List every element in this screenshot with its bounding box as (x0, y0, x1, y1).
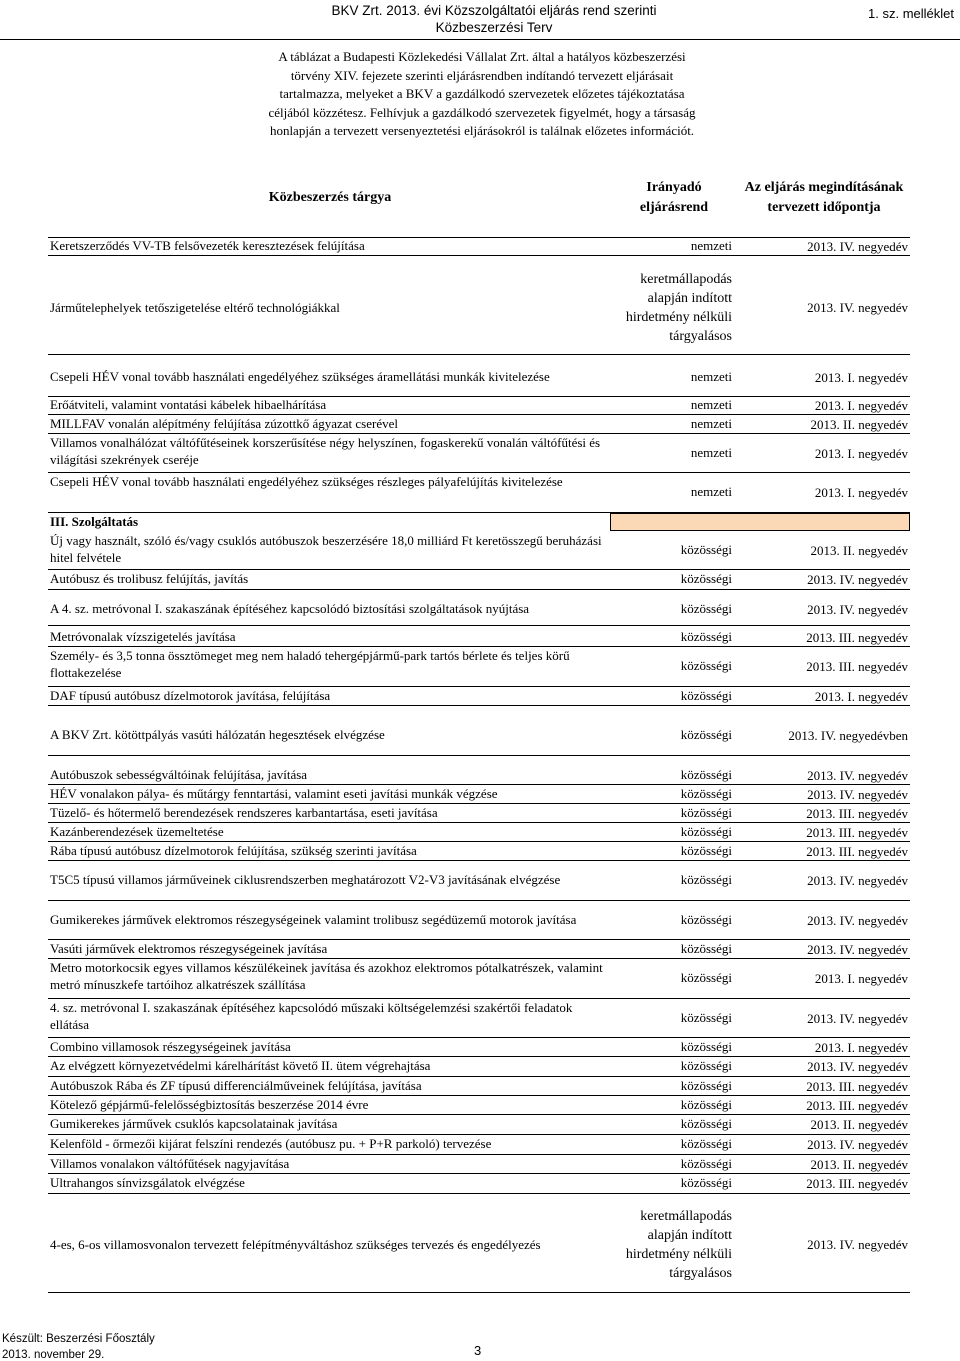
row-procedure: közösségi (680, 1116, 732, 1131)
row-date: 2013. I. negyedév (814, 445, 908, 461)
row-procedure: közösségi (680, 601, 732, 616)
row-date: 2013. IV. negyedévben (788, 728, 908, 743)
row-subject: Metro motorkocsik egyes villamos készülékeinek javítása és azokhoz elektromos pótalkatrészek, valamint metró mínuszkefe tartóihoz alkatrészek szállítása (50, 960, 603, 992)
row-subject: MILLFAV vonalán alépítmény felújítása zúzottkő ágyazat cserével (50, 415, 398, 431)
document-title (314, 2, 674, 36)
row-subject: Csepeli HÉV vonal tovább használati engedélyéhez szükséges áramellátási munkák kivitelezése (50, 369, 550, 384)
footer-prepared: Készült: Beszerzési Főosztály (2, 1333, 155, 1345)
row-procedure: közösségi (680, 1058, 732, 1073)
row-divider (48, 1134, 910, 1135)
row-date: 2013. IV. negyedév (807, 602, 908, 617)
row-procedure: közösségi (680, 628, 732, 644)
row-subject: Keretszerződés VV-TB felsővezeték keresztezések felújítása (50, 238, 365, 253)
row-subject: Villamos vonalhálózat váltófűtéseinek korszerűsítése négy helyszínen, fogaskerekű vonalán váltófűtési és világítási szekrények cseréje (50, 435, 601, 467)
row-subject: Tüzelő- és hőtermelő berendezések rendszeres karbantartása, eseti javítása (50, 804, 438, 820)
row-date: 2013. III. negyedév (806, 1078, 908, 1094)
row-date: 2013. I. negyedév (814, 485, 908, 500)
row-procedure: közösségi (680, 727, 732, 742)
row-date: 2013. II. negyedév (810, 1156, 908, 1172)
row-procedure: közösségi (680, 687, 732, 703)
row-procedure: közösségi (680, 785, 732, 801)
row-subject: 4-es, 6-os villamosvonalon tervezett felépítményváltáshoz szükséges tervezés és engedélyezés (50, 1237, 541, 1252)
row-procedure: közösségi (680, 940, 732, 956)
section-heading-fill (610, 513, 910, 531)
row-subject: Villamos vonalakon váltófűtések nagyjavítása (50, 1155, 290, 1171)
row-divider (48, 1292, 910, 1293)
header-divider (0, 39, 960, 40)
row-procedure: közösségi (680, 542, 732, 557)
row-procedure: közösségi (680, 1038, 732, 1054)
row-date: 2013. III. negyedév (806, 805, 908, 821)
row-procedure: közösségi (680, 1009, 732, 1025)
row-procedure: közösségi (680, 766, 732, 782)
row-procedure: közösségi (680, 1096, 732, 1112)
row-date: 2013. IV. negyedév (807, 1237, 908, 1252)
document-title-line1: BKV Zrt. 2013. évi Közszolgáltatói eljárás rend szerinti (331, 3, 657, 18)
row-procedure: nemzeti (690, 369, 732, 384)
row-divider (48, 589, 910, 590)
row-date: 2013. IV. negyedév (807, 572, 908, 587)
row-procedure: közösségi (680, 970, 732, 985)
row-date: 2013. I. negyedév (814, 688, 908, 704)
row-subject: Metróvonalak vízszigetelés javítása (50, 628, 236, 644)
row-subject: Autóbuszok sebességváltóinak felújítása, javítása (50, 766, 308, 782)
row-procedure: nemzeti (690, 397, 732, 412)
row-divider (48, 569, 910, 570)
row-subject: Ultrahangos sínvizsgálatok elvégzése (50, 1175, 245, 1190)
row-subject: Rába típusú autóbusz dízelmotorok felújítása, szükség szerinti javítása (50, 842, 417, 858)
row-date: 2013. III. negyedév (806, 824, 908, 840)
row-procedure: közösségi (680, 1136, 732, 1151)
row-date: 2013. I. negyedév (814, 971, 908, 986)
footer-date: 2013. november 29. (2, 1349, 105, 1361)
section-heading: III. Szolgáltatás (50, 514, 139, 529)
row-procedure: közösségi (680, 571, 732, 586)
row-procedure: közösségi (680, 911, 732, 927)
row-subject: A 4. sz. metróvonal I. szakaszának építéséhez kapcsolódó biztosítási szolgáltatások nyújtása (50, 601, 530, 616)
row-date: 2013. IV. negyedév (807, 1137, 908, 1152)
row-procedure: nemzeti (690, 444, 732, 460)
page-number: 3 (474, 1343, 482, 1358)
row-divider (48, 354, 910, 355)
row-subject: A BKV Zrt. kötöttpályás vasúti hálózatán hegesztések elvégzése (50, 727, 385, 742)
row-procedure: nemzeti (690, 238, 732, 253)
row-subject: 4. sz. metróvonal I. szakaszának építéséhez kapcsolódó műszaki költségelemzési szakértői feladatok ellátása (50, 1000, 573, 1032)
row-date: 2013. IV. negyedév (807, 767, 908, 783)
document-title-line2: Közbeszerzési Terv (435, 20, 553, 35)
row-divider (48, 1193, 910, 1194)
row-subject: DAF típusú autóbusz dízelmotorok javítása, felújítása (50, 687, 331, 703)
row-divider (48, 646, 910, 647)
row-subject: Személy- és 3,5 tonna össztömeget meg nem haladó tehergépjármű-park tartós bérlete és teljes körű flottakezelése (50, 648, 570, 680)
row-subject: Kelenföld - őrmezői kijárat felszíni rendezés (autóbusz pu. + P+R parkoló) tervezése (50, 1136, 492, 1151)
row-date: 2013. II. negyedév (810, 416, 908, 432)
row-procedure: nemzeti (690, 415, 732, 431)
row-date: 2013. II. negyedév (810, 1117, 908, 1132)
row-procedure: közösségi (680, 804, 732, 820)
column-header-date: Az eljárás megindításának tervezett időpontja (744, 180, 904, 215)
row-procedure: közösségi (680, 1077, 732, 1093)
row-divider (48, 755, 910, 756)
row-date: 2013. IV. negyedév (807, 786, 908, 802)
row-procedure: közösségi (680, 1155, 732, 1171)
row-date: 2013. IV. negyedév (807, 1010, 908, 1026)
row-subject: Vasúti járművek elektromos részegységeinek javítása (50, 940, 328, 956)
row-date: 2013. IV. negyedév (807, 300, 908, 315)
row-subject: Gumikerekes járművek csuklós kapcsolatainak javítása (50, 1116, 338, 1131)
row-subject: Combino villamosok részegységeinek javítása (50, 1038, 291, 1054)
row-subject: Csepeli HÉV vonal tovább használati engedélyéhez szükséges részleges pályafelújítás kivitelezése (50, 474, 563, 489)
row-date: 2013. IV. negyedév (807, 912, 908, 928)
row-divider (48, 255, 910, 256)
row-date: 2013. III. negyedév (806, 1176, 908, 1191)
row-date: 2013. II. negyedév (810, 543, 908, 558)
row-date: 2013. I. negyedév (814, 1039, 908, 1055)
row-subject: Az elvégzett környezetvédelmi kárelhárítást követő II. ütem végrehajtása (50, 1058, 431, 1073)
row-procedure: közösségi (680, 823, 732, 839)
row-subject: Új vagy használt, szóló és/vagy csuklós autóbuszok beszerzésére 18,0 milliárd Ft keretösszegű beruházási hitel felvétele (50, 533, 602, 565)
row-subject: Erőátviteli, valamint vontatási kábelek hibaelhárítása (50, 397, 327, 412)
row-procedure: keretmállapodás alapján indított hirdetmény nélküli tárgyalásos (625, 1209, 732, 1281)
row-date: 2013. IV. negyedév (807, 1059, 908, 1074)
row-subject: Autóbusz és trolibusz felújítás, javítás (50, 571, 249, 586)
row-procedure: közösségi (680, 842, 732, 858)
row-date: 2013. I. negyedév (814, 370, 908, 385)
row-date: 2013. IV. negyedév (807, 873, 908, 888)
row-subject: Gumikerekes járművek elektromos részegységeinek valamint trolibusz segédüzemű motorok javítása (50, 911, 577, 927)
row-procedure: közösségi (680, 872, 732, 887)
row-divider (48, 1173, 910, 1174)
row-divider (48, 1114, 910, 1115)
row-divider (48, 472, 910, 473)
row-date: 2013. I. negyedév (814, 398, 908, 413)
row-divider (48, 958, 910, 959)
row-date: 2013. III. negyedév (806, 1097, 908, 1113)
row-divider (48, 433, 910, 434)
column-header-procedure: Irányadó eljárásrend (639, 180, 709, 215)
row-procedure: keretmállapodás alapján indított hirdetmény nélküli tárgyalásos (625, 272, 732, 344)
row-divider (48, 900, 910, 901)
row-divider (48, 998, 910, 999)
row-subject: Autóbuszok Rába és ZF típusú differenciálműveinek felújítása, javítása (50, 1077, 422, 1093)
row-date: 2013. III. negyedév (806, 629, 908, 645)
row-divider (48, 860, 910, 861)
intro-paragraph: A táblázat a Budapesti Közlekedési Vállalat Zrt. által a hatályos közbeszerzési törvény XIV. fejezete szerinti eljárásrendben indítandó tervezett eljárásait tartalmazza, melyeket a BKV a gazdálkodó szervezetek előzetes tájékoztatása céljából közzétesz. Felhívjuk a gazdálkodó szervezetek figyelmét, hogy a társaság honlapján a tervezett versenyeztetési eljárásokról is találnak előzetes információt. (268, 49, 696, 138)
row-subject: HÉV vonalakon pálya- és műtárgy fenntartási, valamint eseti javítási munkák végzése (50, 785, 498, 801)
row-subject: Kötelező gépjármű-felelősségbiztosítás beszerzése 2014 évre (50, 1096, 369, 1112)
row-procedure: közösségi (680, 1175, 732, 1190)
row-procedure: nemzeti (690, 484, 732, 499)
row-divider (48, 705, 910, 706)
row-subject: T5C5 típusú villamos járműveinek ciklusrendszerben meghatározott V2-V3 javításának elvégzése (50, 872, 561, 887)
row-date: 2013. IV. negyedév (807, 239, 908, 254)
row-date: 2013. III. negyedév (806, 659, 908, 674)
row-subject: Járműtelephelyek tetőszigetelése eltérő technológiákkal (50, 300, 340, 315)
row-date: 2013. III. negyedév (806, 843, 908, 859)
row-divider (48, 625, 910, 626)
row-date: 2013. IV. negyedév (807, 941, 908, 957)
column-header-subject: Közbeszerzés tárgya (268, 190, 392, 205)
row-procedure: közösségi (680, 658, 732, 673)
row-divider (48, 1056, 910, 1057)
annex-label: 1. sz. melléklet (868, 6, 954, 21)
row-subject: Kazánberendezések üzemeltetése (50, 823, 224, 839)
